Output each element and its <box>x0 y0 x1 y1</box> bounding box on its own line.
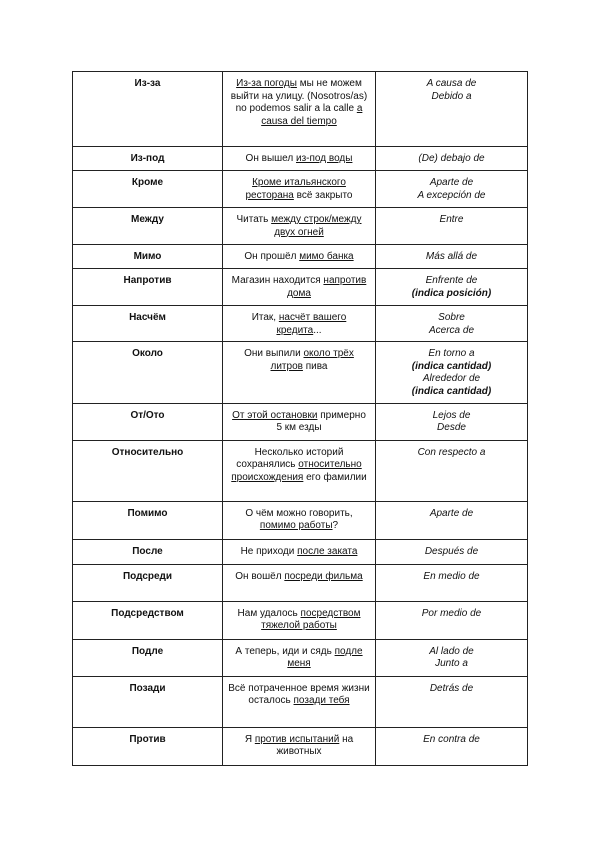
translation-line: Entre <box>439 214 464 225</box>
russian-preposition: Из-за <box>73 72 223 147</box>
spanish-meaning <box>376 269 528 306</box>
example-sentence <box>223 245 376 269</box>
example-sentence <box>223 72 376 147</box>
example-sentence <box>223 269 376 306</box>
russian-preposition: Подсредством <box>73 601 223 639</box>
example-text: Он вышел <box>245 153 296 164</box>
translation-line: Desde <box>437 422 466 434</box>
spanish-meaning <box>376 564 528 601</box>
table-row <box>73 539 528 564</box>
spanish-meaning <box>376 639 528 676</box>
example-text: примерно 5 км езды <box>276 409 366 434</box>
russian-preposition: Против <box>73 727 223 765</box>
russian-preposition: Мимо <box>73 245 223 269</box>
example-text: Он вошёл <box>235 570 285 582</box>
example-text: на животных <box>276 733 354 758</box>
example-sentence <box>223 147 376 171</box>
highlighted-phrase: позади тебя <box>293 695 350 707</box>
highlighted-phrase: между строк/между двух огней <box>271 214 362 238</box>
example-text: Не приходи <box>240 545 298 557</box>
russian-preposition: Между <box>73 208 223 245</box>
example-sentence <box>223 676 376 727</box>
example-text: его фамилии <box>303 471 367 483</box>
translation-line: (De) debajo de <box>418 153 485 164</box>
russian-preposition: Напротив <box>73 269 223 306</box>
russian-preposition: Относительно <box>73 440 223 501</box>
russian-preposition: Кроме <box>73 171 223 208</box>
example-text: Читать <box>236 214 272 225</box>
translation-line: Detrás de <box>429 682 474 694</box>
example-text: Итак, <box>251 312 279 323</box>
spanish-meaning <box>376 501 528 539</box>
example-sentence <box>223 440 376 501</box>
highlighted-phrase: около трёх литров <box>270 348 354 372</box>
table-row <box>73 269 528 306</box>
table-row <box>73 676 528 727</box>
table-row <box>73 208 528 245</box>
table-row <box>73 147 528 171</box>
russian-preposition: Позади <box>73 676 223 727</box>
translation-line: En torno a <box>428 348 475 360</box>
translation-line: Más allá de <box>425 251 478 262</box>
usage-note: (indica cantidad) <box>411 360 492 372</box>
spanish-meaning <box>376 676 528 727</box>
translation-line: A causa de <box>426 78 477 89</box>
example-sentence <box>223 171 376 208</box>
table-row <box>73 403 528 440</box>
example-sentence <box>223 306 376 342</box>
example-text: ? <box>332 520 339 532</box>
highlighted-phrase: относительно происхождения <box>231 459 362 483</box>
example-sentence <box>223 342 376 403</box>
translation-line: En medio de <box>423 570 480 582</box>
highlighted-phrase: насчёт вашего кредита <box>276 312 347 336</box>
spanish-meaning <box>376 306 528 342</box>
table-row <box>73 440 528 501</box>
usage-note: (indica posición) <box>411 287 492 299</box>
spanish-meaning <box>376 171 528 208</box>
example-text: ... <box>313 324 322 336</box>
translation-line: Lejos de <box>432 409 471 421</box>
spanish-meaning <box>376 72 528 147</box>
translation-line: A excepción de <box>417 189 486 201</box>
translation-line: Alrededor de <box>422 373 481 385</box>
table-row <box>73 727 528 765</box>
table-row <box>73 601 528 639</box>
example-text: Всё потраченное время жизни осталось <box>228 682 370 707</box>
example-sentence <box>223 564 376 601</box>
highlighted-phrase: против испытаний <box>254 733 340 745</box>
translation-line: Enfrente de <box>425 275 478 286</box>
table-row <box>73 171 528 208</box>
russian-preposition: Около <box>73 342 223 403</box>
example-sentence <box>223 727 376 765</box>
example-text: мы не можем выйти на улицу. (Nosotros/as) no podemos salir a la calle <box>230 78 368 115</box>
example-text: Магазин находится <box>231 275 324 286</box>
spanish-meaning <box>376 208 528 245</box>
highlighted-phrase: посреди фильма <box>284 570 363 582</box>
table-body <box>73 72 528 766</box>
example-text: Нам удалось <box>237 607 301 619</box>
usage-note: (indica cantidad) <box>411 385 492 397</box>
translation-line: Con respecto a <box>417 446 486 458</box>
example-text: пива <box>302 360 328 372</box>
table-row <box>73 564 528 601</box>
highlighted-phrase: Кроме итальянского ресторана <box>245 177 346 201</box>
spanish-meaning <box>376 403 528 440</box>
translation-line: Debido a <box>431 90 472 102</box>
spanish-meaning <box>376 342 528 403</box>
spanish-meaning <box>376 727 528 765</box>
example-sentence <box>223 601 376 639</box>
example-text: Они выпили <box>244 348 304 360</box>
table-row <box>73 501 528 539</box>
highlighted-phrase: a causa del tiempo <box>261 103 363 127</box>
russian-preposition: Из-под <box>73 147 223 171</box>
spanish-meaning <box>376 147 528 171</box>
table-row <box>73 639 528 676</box>
example-text: О чём можно говорить, <box>245 507 353 519</box>
highlighted-phrase: мимо банка <box>299 251 354 262</box>
example-text: всё закрыто <box>293 189 353 201</box>
translation-line: Junto a <box>435 658 468 670</box>
example-sentence <box>223 639 376 676</box>
russian-preposition: Подсреди <box>73 564 223 601</box>
example-text: Я <box>244 733 255 745</box>
example-text: Он прошёл <box>244 251 300 262</box>
highlighted-phrase: Из-за погоды <box>236 78 297 89</box>
spanish-meaning <box>376 539 528 564</box>
spanish-meaning <box>376 440 528 501</box>
translation-line: Al lado de <box>429 645 474 657</box>
example-sentence <box>223 403 376 440</box>
russian-preposition: От/Ото <box>73 403 223 440</box>
russian-preposition: После <box>73 539 223 564</box>
translation-line: Sobre <box>438 312 465 323</box>
spanish-meaning <box>376 245 528 269</box>
example-text: А теперь, иди и сядь <box>235 645 335 657</box>
translation-line: Aparte de <box>429 177 474 188</box>
highlighted-phrase: посредством тяжелой работы <box>261 607 361 632</box>
table-row <box>73 72 528 147</box>
highlighted-phrase: после заката <box>297 545 358 557</box>
example-sentence <box>223 539 376 564</box>
prepositions-table <box>72 71 528 766</box>
russian-preposition: Подле <box>73 639 223 676</box>
highlighted-phrase: помимо работы <box>259 520 333 532</box>
table-row <box>73 306 528 342</box>
highlighted-phrase: От этой остановки <box>232 409 318 421</box>
highlighted-phrase: напротив дома <box>287 275 367 299</box>
table-row <box>73 342 528 403</box>
example-text: Несколько историй сохранялись <box>236 446 344 471</box>
highlighted-phrase: подле меня <box>287 645 363 670</box>
russian-preposition: Помимо <box>73 501 223 539</box>
spanish-meaning <box>376 601 528 639</box>
table-row <box>73 245 528 269</box>
example-sentence <box>223 208 376 245</box>
translation-line: Aparte de <box>429 507 474 519</box>
translation-line: En contra de <box>423 733 480 745</box>
translation-line: Por medio de <box>421 607 482 619</box>
translation-line: Después de <box>424 545 479 557</box>
highlighted-phrase: из-под воды <box>296 153 353 164</box>
translation-line: Acerca de <box>428 324 475 336</box>
example-sentence <box>223 501 376 539</box>
russian-preposition: Насчём <box>73 306 223 342</box>
